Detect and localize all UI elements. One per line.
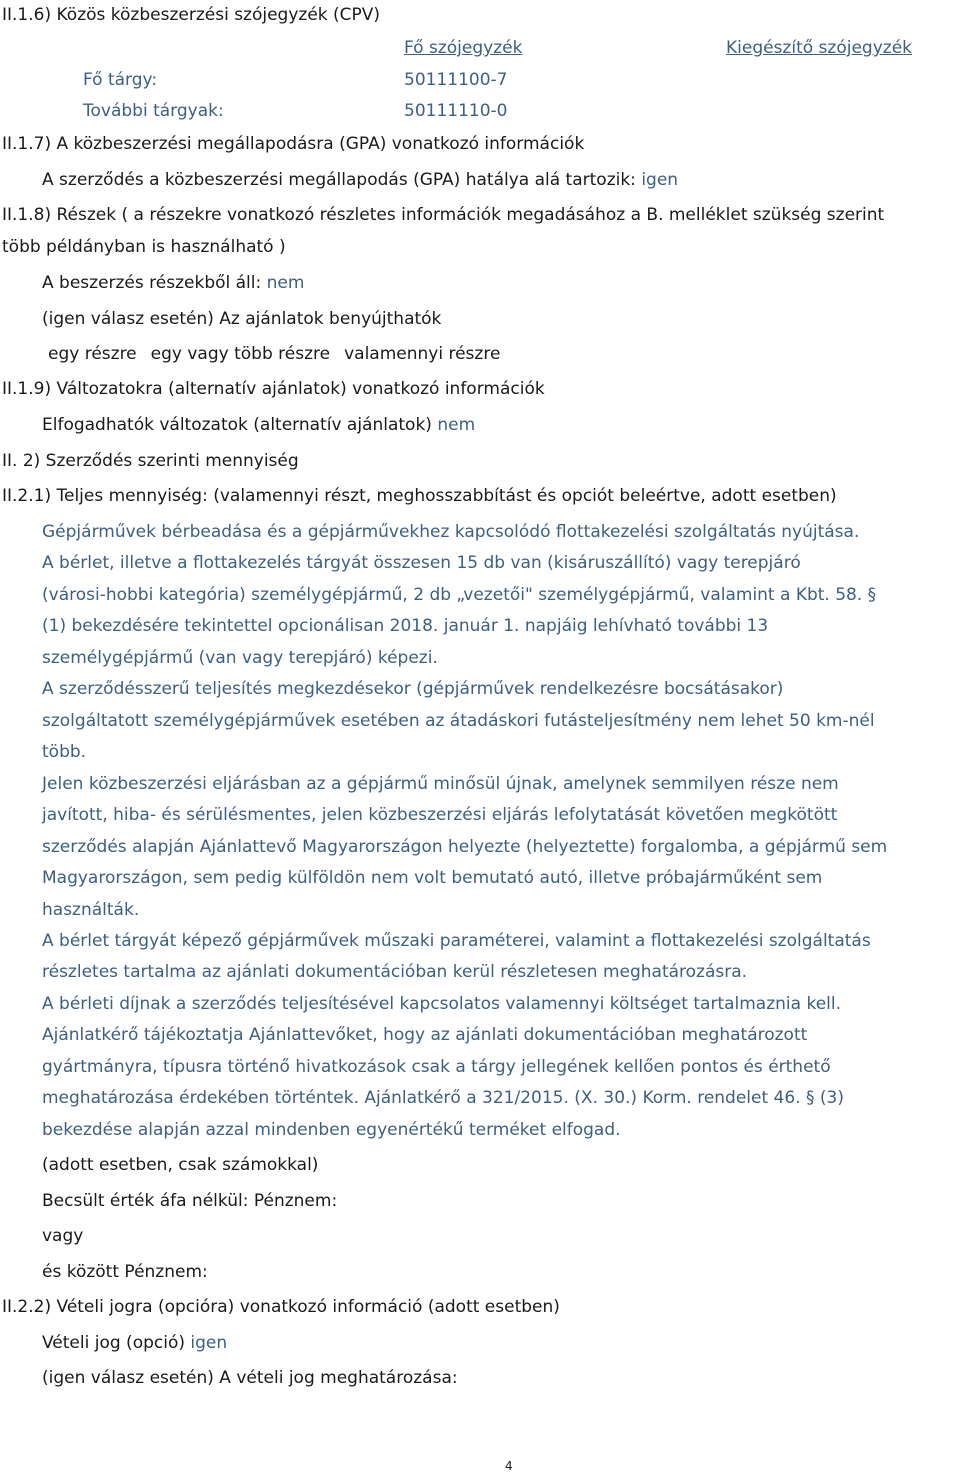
option-statement <box>42 1332 227 1354</box>
quantity-text-line: A szerződésszerű teljesítés megkezdésekor (gépjárművek rendelkezésre bocsátásakor) <box>42 679 784 699</box>
parts-if-yes: (igen válasz esetén) Az ajánlatok benyújthatók <box>42 309 442 329</box>
main-subject-code: 50111100-7 <box>404 70 508 90</box>
quantity-text-line: használták. <box>42 900 140 920</box>
option-one-or-more: egy vagy több részre <box>150 344 331 364</box>
option-all-parts: valamennyi részre <box>344 344 501 364</box>
quantity-text-line: bekezdése alapján azzal mindenben egyenértékű terméket elfogad. <box>42 1120 621 1140</box>
quantity-text-line: A bérlet, illetve a flottakezelés tárgyát összesen 15 db van (kisáruszállító) vagy terepjáró <box>42 553 801 573</box>
quantity-text-line: személygépjármű (van vagy terepjáró) képezi. <box>42 648 438 668</box>
quantity-text-line: A bérleti díjnak a szerződés teljesítésével kapcsolatos valamennyi költséget tartalmaznia kell. <box>42 994 842 1014</box>
quantity-text-line: Magyarországon, sem pedig külföldön nem volt bemutató autó, illetve próbajárműként sem <box>42 868 823 888</box>
quantity-text-line: több. <box>42 742 87 762</box>
supplementary-vocabulary-header[interactable]: Kiegészítő szójegyzék <box>726 38 912 58</box>
variants-statement <box>42 414 475 436</box>
section-title-cpv: II.1.6) Közös közbeszerzési szójegyzék (CPV) <box>2 5 381 25</box>
quantity-text-line: szerződés alapján Ajánlattevő Magyarországon helyezte (helyeztette) forgalomba, a gépjármű sem <box>42 837 888 857</box>
option-definition-label: (igen válasz esetén) A vételi jog meghatározása: <box>42 1368 458 1388</box>
main-subject-label: Fő tárgy: <box>83 70 158 90</box>
section-title-options: II.2.2) Vételi jogra (opcióra) vonatkozó információ (adott esetben) <box>2 1297 560 1317</box>
section-title-variants: II.1.9) Változatokra (alternatív ajánlatok) vonatkozó információk <box>2 379 545 399</box>
quantity-text-line: szolgáltatott személygépjárművek esetében az átadáskori futásteljesítmény nem lehet 50 km-nél <box>42 711 875 731</box>
or-label: vagy <box>42 1226 84 1246</box>
main-vocabulary-header[interactable]: Fő szójegyzék <box>404 38 523 58</box>
quantity-text-line: (városi-hobbi kategória) személygépjármű, 2 db „vezetői" személygépjármű, valamint a Kbt. 58. § <box>42 585 877 605</box>
page-number: 4 <box>505 1459 513 1473</box>
gpa-statement <box>42 169 678 191</box>
variants-text: Elfogadhatók változatok (alternatív ajánlatok) <box>42 415 432 435</box>
parts-label: A beszerzés részekből áll: <box>42 273 262 293</box>
quantity-text-line: gyártmányra, típusra történő hivatkozások csak a tárgy jellegének kellően pontos és érthető <box>42 1057 831 1077</box>
section-title-quantity: II. 2) Szerződés szerinti mennyiség <box>2 451 299 471</box>
gpa-text: A szerződés a közbeszerzési megállapodás (GPA) hatálya alá tartozik: <box>42 170 636 190</box>
section-title-total-quantity: II.2.1) Teljes mennyiség: (valamennyi részt, meghosszabbítást és opciót beleértve, adott esetben) <box>2 486 837 506</box>
option-one-part: egy részre <box>48 344 137 364</box>
parts-options <box>48 343 500 365</box>
additional-subject-code: 50111110-0 <box>404 101 508 121</box>
quantity-text-line: Ajánlatkérő tájékoztatja Ajánlattevőket, hogy az ajánlati dokumentációban meghatározott <box>42 1025 808 1045</box>
quantity-text-line: részletes tartalma az ajánlati dokumentációban kerül részletesen meghatározásra. <box>42 962 748 982</box>
variants-value: nem <box>437 415 476 435</box>
quantity-text-line: meghatározása érdekében történtek. Ajánlatkérő a 321/2015. (X. 30.) Korm. rendelet 46. § (3) <box>42 1088 844 1108</box>
quantity-text-line: javított, hiba- és sérülésmentes, jelen közbeszerzési eljárás lefolytatását követően megkötött <box>42 805 838 825</box>
option-value: igen <box>190 1333 228 1353</box>
quantity-text-line: A bérlet tárgyát képező gépjárművek műszaki paraméterei, valamint a flottakezelési szolgáltatás <box>42 931 871 951</box>
quantity-text-line: Jelen közbeszerzési eljárásban az a gépjármű minősül újnak, amelynek semmilyen része nem <box>42 774 839 794</box>
quantity-text-line: (1) bekezdésére tekintettel opcionálisan 2018. január 1. napjáig lehívható további 13 <box>42 616 769 636</box>
quantity-text-line: Gépjárművek bérbeadása és a gépjárművekhez kapcsolódó flottakezelési szolgáltatás nyújtása. <box>42 522 860 542</box>
section-title-parts-cont: több példányban is használható ) <box>2 237 286 257</box>
section-title-gpa: II.1.7) A közbeszerzési megállapodásra (GPA) vonatkozó információk <box>2 134 585 154</box>
section-title-parts: II.1.8) Részek ( a részekre vonatkozó részletes információk megadásához a B. melléklet szükség szerint <box>2 205 885 225</box>
additional-subject-label: További tárgyak: <box>83 101 224 121</box>
option-label: Vételi jog (opció) <box>42 1333 185 1353</box>
range-label: és között Pénznem: <box>42 1262 208 1282</box>
parts-statement <box>42 272 304 294</box>
gpa-value: igen <box>641 170 679 190</box>
numeric-note: (adott esetben, csak számokkal) <box>42 1155 319 1175</box>
parts-value: nem <box>266 273 305 293</box>
estimated-value-label: Becsült érték áfa nélkül: Pénznem: <box>42 1191 338 1211</box>
